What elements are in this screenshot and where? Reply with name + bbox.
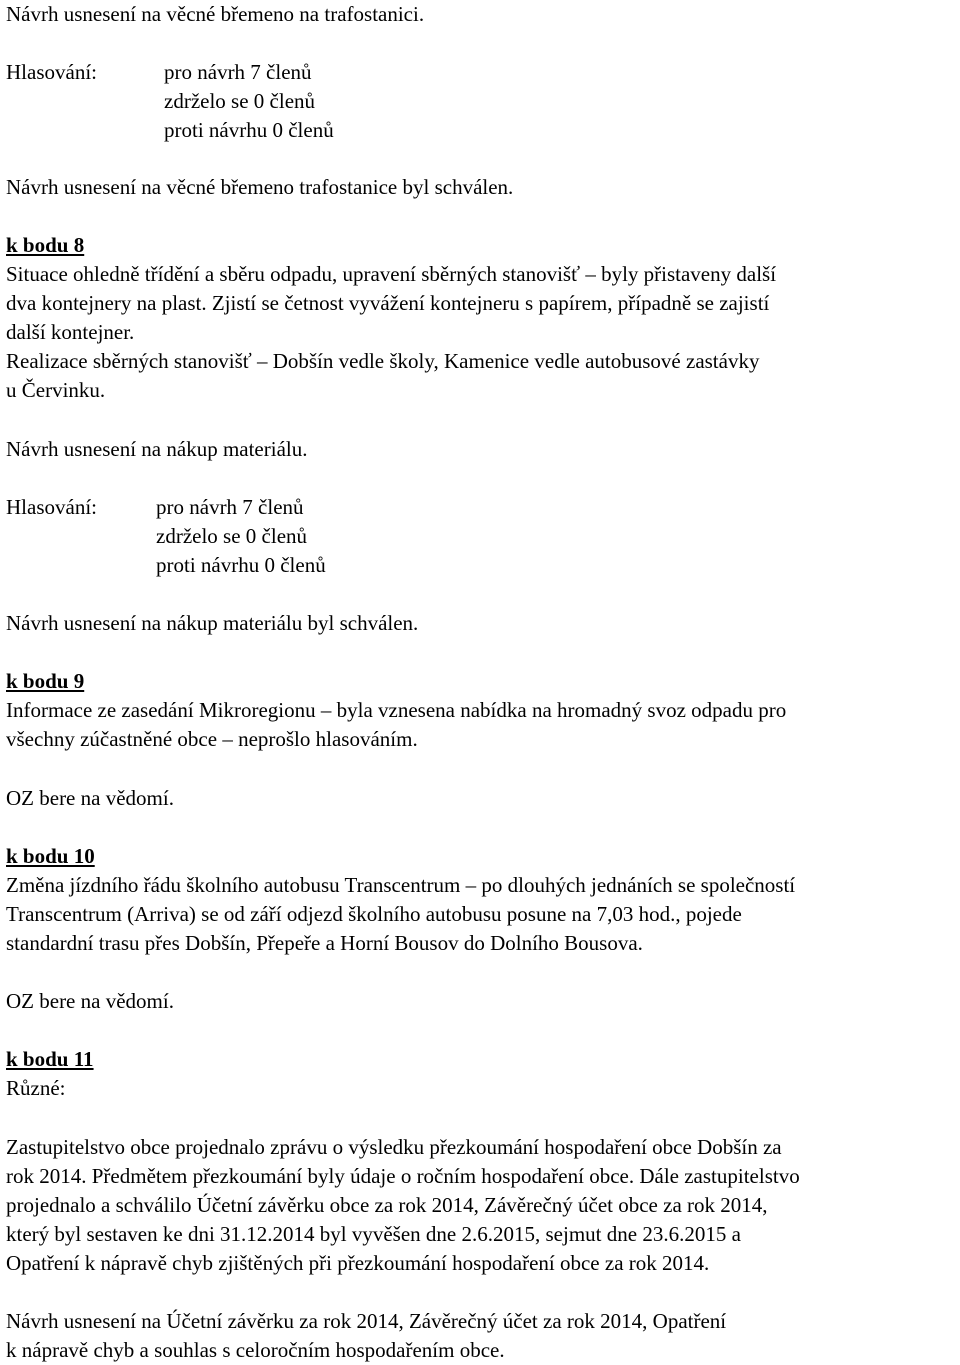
vote-for: pro návrh 7 členů bbox=[156, 495, 304, 519]
vote-label: Hlasování: bbox=[6, 60, 97, 84]
trafo-result: Návrh usnesení na věcné břemeno trafostanice byl schválen. bbox=[6, 175, 514, 199]
item11-line: Opatření k nápravě chyb zjištěných při přezkoumání hospodaření obce za rok 2014. bbox=[6, 1251, 710, 1275]
item9-line: Informace ze zasedání Mikroregionu – byla vznesena nabídka na hromadný svoz odpadu pro bbox=[6, 698, 787, 722]
item8-result: Návrh usnesení na nákup materiálu byl schválen. bbox=[6, 611, 419, 635]
item11-motion-line: Návrh usnesení na Účetní závěrku za rok 2014, Závěrečný účet za rok 2014, Opatření bbox=[6, 1309, 727, 1333]
item10-heading: k bodu 10 bbox=[6, 844, 95, 868]
item10-note: OZ bere na vědomí. bbox=[6, 989, 174, 1013]
item8-para1-line: Situace ohledně třídění a sběru odpadu, upravení sběrných stanovišť – byly přistaveny další bbox=[6, 262, 777, 286]
item11-heading: k bodu 11 bbox=[6, 1047, 94, 1071]
item8-para1-line: další kontejner. bbox=[6, 320, 135, 344]
item10-line: Transcentrum (Arriva) se od září odjezd školního autobusu posune na 7,03 hod., pojede bbox=[6, 902, 742, 926]
item11-subheading: Různé: bbox=[6, 1076, 66, 1100]
item8-para2-line: Realizace sběrných stanovišť – Dobšín vedle školy, Kamenice vedle autobusové zastávky bbox=[6, 349, 760, 373]
item11-line: který byl sestaven ke dni 31.12.2014 byl vyvěšen dne 2.6.2015, sejmut dne 23.6.2015 a bbox=[6, 1222, 741, 1246]
vote-abstain: zdrželo se 0 členů bbox=[164, 89, 316, 113]
trafo-motion: Návrh usnesení na věcné břemeno na trafostanici. bbox=[6, 2, 425, 26]
item11-line: Zastupitelstvo obce projednalo zprávu o výsledku přezkoumání hospodaření obce Dobšín za bbox=[6, 1135, 782, 1159]
item10-line: standardní trasu přes Dobšín, Přepeře a Horní Bousov do Dolního Bousova. bbox=[6, 931, 643, 955]
item8-para2-line: u Červinku. bbox=[6, 378, 106, 402]
vote-against: proti návrhu 0 členů bbox=[156, 553, 326, 577]
vote-abstain: zdrželo se 0 členů bbox=[156, 524, 308, 548]
item11-line: projednalo a schválilo Účetní závěrku obce za rok 2014, Závěrečný účet obce za rok 2014, bbox=[6, 1193, 768, 1217]
item8-motion: Návrh usnesení na nákup materiálu. bbox=[6, 437, 308, 461]
item8-para1-line: dva kontejnery na plast. Zjistí se četnost vyvážení kontejneru s papírem, případně se zajistí bbox=[6, 291, 770, 315]
vote-against: proti návrhu 0 členů bbox=[164, 118, 334, 142]
item9-note: OZ bere na vědomí. bbox=[6, 786, 174, 810]
item8-heading: k bodu 8 bbox=[6, 233, 85, 257]
vote-for: pro návrh 7 členů bbox=[164, 60, 312, 84]
item9-line: všechny zúčastněné obce – neprošlo hlasováním. bbox=[6, 727, 418, 751]
item11-line: rok 2014. Předmětem přezkoumání byly údaje o ročním hospodaření obce. Dále zastupitelstvo bbox=[6, 1164, 800, 1188]
item9-heading: k bodu 9 bbox=[6, 669, 85, 693]
vote-label: Hlasování: bbox=[6, 495, 97, 519]
item10-line: Změna jízdního řádu školního autobusu Transcentrum – po dlouhých jednáních se společností bbox=[6, 873, 796, 897]
item11-motion-line: k nápravě chyb a souhlas s celoročním hospodařením obce. bbox=[6, 1338, 505, 1362]
